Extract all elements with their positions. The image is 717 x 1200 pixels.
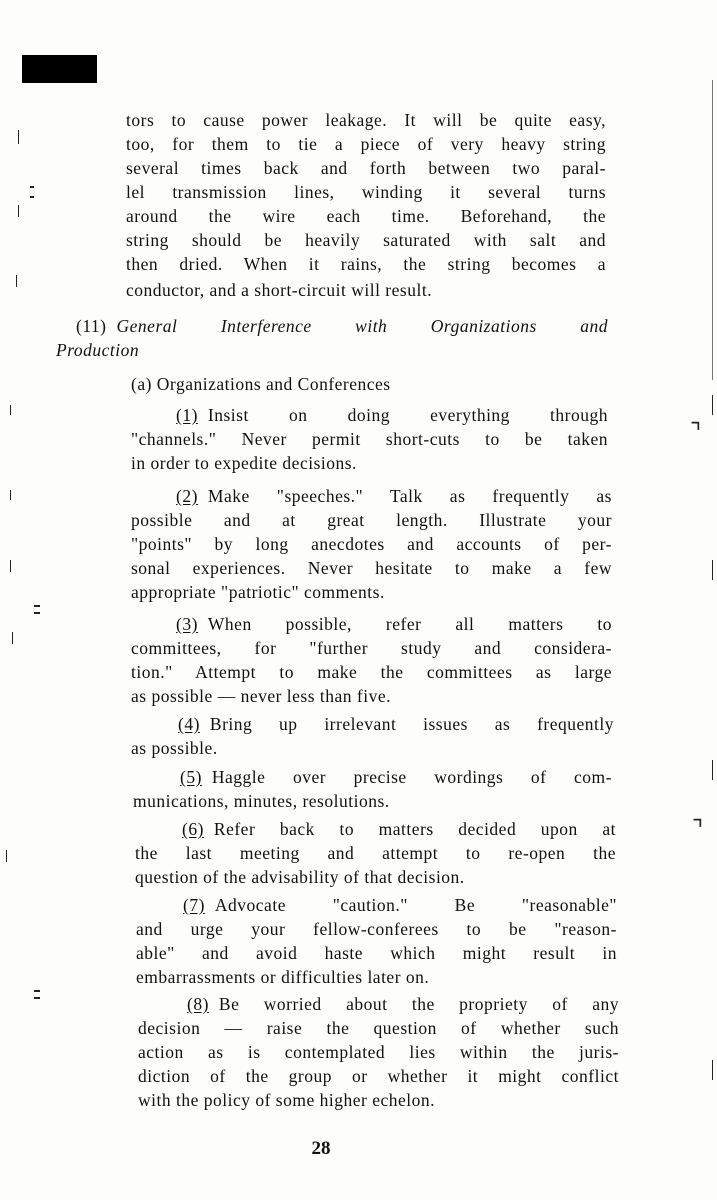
scan-mark bbox=[712, 560, 713, 580]
section-title-line-2: Production bbox=[56, 340, 140, 360]
item-line: When possible, refer all matters to bbox=[207, 614, 612, 634]
paragraph-line: then dried. When it rains, the string becomes a bbox=[126, 254, 606, 274]
scan-bracket-mark: ⌝ bbox=[690, 418, 702, 446]
item-line: Haggle over precise wordings of com- bbox=[211, 767, 612, 787]
scan-mark bbox=[712, 1060, 713, 1080]
item-line: decision — raise the question of whether such bbox=[138, 1018, 619, 1038]
page-number: 28 bbox=[311, 1138, 331, 1159]
item-line: as possible. bbox=[131, 738, 218, 758]
scan-mark bbox=[18, 205, 19, 217]
scan-edge-line bbox=[712, 80, 713, 380]
paragraph-line: several times back and forth between two paral- bbox=[126, 158, 606, 178]
item-line: appropriate "patriotic" comments. bbox=[131, 582, 385, 602]
scan-mark bbox=[18, 130, 19, 144]
scan-mark bbox=[10, 490, 11, 500]
paragraph-line: tors to cause power leakage. It will be quite easy, bbox=[126, 110, 606, 130]
scan-mark bbox=[34, 612, 40, 614]
scan-mark bbox=[34, 990, 40, 992]
scan-mark bbox=[10, 560, 11, 572]
item-line: able" and avoid haste which might result in bbox=[136, 943, 617, 963]
item-number: (7) bbox=[183, 895, 205, 915]
item-line: action as is contemplated lies within the juris- bbox=[138, 1042, 619, 1062]
scan-mark bbox=[30, 196, 34, 198]
item-line: "channels." Never permit short-cuts to be taken bbox=[131, 429, 608, 449]
item-line: sonal experiences. Never hesitate to make a few bbox=[131, 558, 612, 578]
scan-mark bbox=[12, 632, 13, 644]
item-line: Advocate "caution." Be "reasonable" bbox=[214, 895, 617, 915]
paragraph-line: too, for them to tie a piece of very heavy string bbox=[126, 134, 606, 154]
scan-mark bbox=[34, 997, 40, 999]
item-line: Be worried about the propriety of any bbox=[218, 994, 619, 1014]
paragraph-line: string should be heavily saturated with salt and bbox=[126, 230, 606, 250]
scan-mark bbox=[6, 850, 7, 862]
item-line: embarrassments or difficulties later on. bbox=[136, 967, 430, 987]
item-line: Refer back to matters decided upon at bbox=[213, 819, 616, 839]
paragraph-line: lel transmission lines, winding it several turns bbox=[126, 182, 606, 202]
item-line: "points" by long anecdotes and accounts of per- bbox=[131, 534, 612, 554]
item-number: (3) bbox=[176, 614, 198, 634]
item-number: (2) bbox=[176, 486, 198, 506]
item-line: possible and at great length. Illustrate your bbox=[131, 510, 612, 530]
item-line: question of the advisability of that decision. bbox=[135, 867, 465, 887]
section-number: (11) bbox=[76, 316, 107, 336]
item-line: as possible — never less than five. bbox=[131, 686, 392, 706]
scan-mark bbox=[712, 395, 713, 415]
scan-mark bbox=[34, 605, 40, 607]
redaction-block bbox=[22, 55, 97, 83]
item-line: in order to expedite decisions. bbox=[131, 453, 357, 473]
item-line: and urge your fellow-conferees to be "reason- bbox=[136, 919, 617, 939]
item-line: with the policy of some higher echelon. bbox=[138, 1090, 435, 1110]
subsection-heading: (a) Organizations and Conferences bbox=[131, 374, 391, 394]
item-line: the last meeting and attempt to re-open the bbox=[135, 843, 616, 863]
paragraph-line: conductor, and a short-circuit will result. bbox=[126, 280, 433, 300]
scan-mark bbox=[30, 186, 34, 188]
item-line: Bring up irrelevant issues as frequently bbox=[209, 714, 614, 734]
item-number: (5) bbox=[180, 767, 202, 787]
item-number: (4) bbox=[178, 714, 200, 734]
item-line: Make "speeches." Talk as frequently as bbox=[207, 486, 612, 506]
scan-mark bbox=[10, 405, 11, 415]
item-line: tion." Attempt to make the committees as large bbox=[131, 662, 612, 682]
item-number: (6) bbox=[182, 819, 204, 839]
scan-mark bbox=[712, 760, 713, 780]
paragraph-line: around the wire each time. Beforehand, the bbox=[126, 206, 606, 226]
item-number: (8) bbox=[187, 994, 209, 1014]
scan-bracket-mark: ⌝ bbox=[692, 815, 704, 843]
item-line: committees, for "further study and considera- bbox=[131, 638, 612, 658]
scan-mark bbox=[16, 275, 17, 287]
item-line: diction of the group or whether it might conflict bbox=[138, 1066, 619, 1086]
item-line: munications, minutes, resolutions. bbox=[133, 791, 390, 811]
item-number: (1) bbox=[176, 405, 198, 425]
item-line: Insist on doing everything through bbox=[207, 405, 608, 425]
section-title-line-1: General Interference with Organizations and bbox=[116, 316, 608, 336]
